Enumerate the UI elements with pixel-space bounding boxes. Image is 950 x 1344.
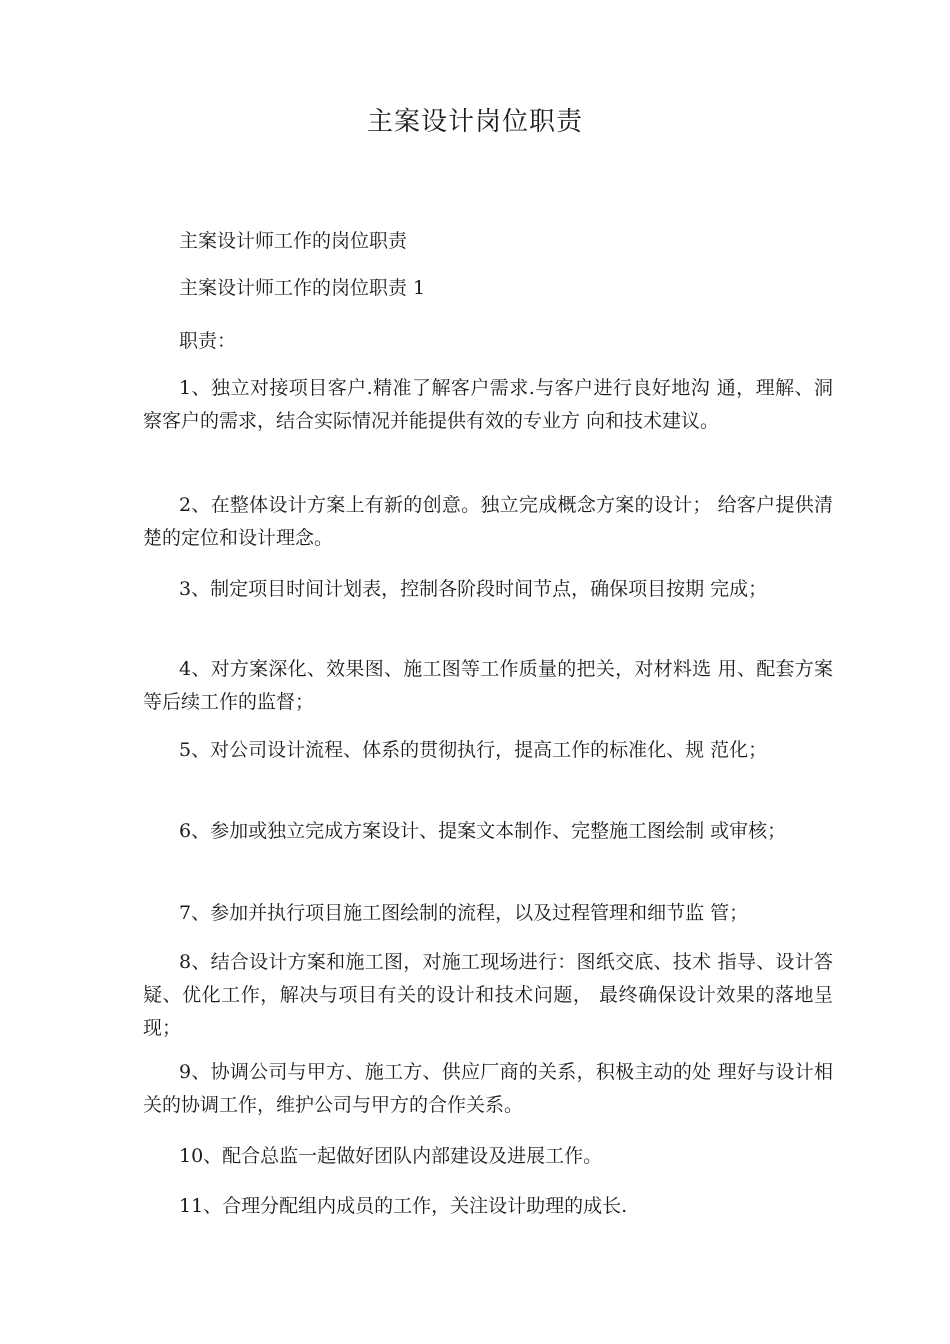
duty-item-8: 8、结合设计方案和施工图，对施工现场进行：图纸交底、技术 指导、设计答疑、优化工作，解决与项目有关的设计和技术问题， 最终确保设计效果的落地呈现； xyxy=(143,951,833,1039)
duty-item-5: 5、对公司设计流程、体系的贯彻执行，提高工作的标准化、规 范化； xyxy=(179,739,768,761)
duty-item-10: 10、配合总监一起做好团队内部建设及进展工作。 xyxy=(179,1145,603,1167)
section-label: 职责： xyxy=(179,330,237,352)
duty-item-4: 4、对方案深化、效果图、施工图等工作质量的把关，对材料选 用、配套方案等后续工作的监督； xyxy=(143,658,833,713)
duty-item-3: 3、制定项目时间计划表，控制各阶段时间节点，确保项目按期 完成； xyxy=(179,578,768,600)
duty-item-11: 11、合理分配组内成员的工作，关注设计助理的成长. xyxy=(179,1195,628,1217)
duty-item-9: 9、协调公司与甲方、施工方、供应厂商的关系，积极主动的处 理好与设计相关的协调工作，维护公司与甲方的合作关系。 xyxy=(143,1061,833,1116)
document-subheading: 主案设计师工作的岗位职责 1 xyxy=(179,277,426,299)
document-heading: 主案设计师工作的岗位职责 xyxy=(179,230,408,252)
document-title: 主案设计岗位职责 xyxy=(366,107,583,137)
duty-item-2: 2、在整体设计方案上有新的创意。独立完成概念方案的设计； 给客户提供清楚的定位和设计理念。 xyxy=(143,494,833,549)
duty-item-7: 7、参加并执行项目施工图绘制的流程，以及过程管理和细节监 管； xyxy=(179,902,749,924)
duty-item-6: 6、参加或独立完成方案设计、提案文本制作、完整施工图绘制 或审核； xyxy=(179,820,787,842)
duty-item-1: 1、独立对接项目客户.精准了解客户需求.与客户进行良好地沟 通，理解、洞察客户的需求，结合实际情况并能提供有效的专业方 向和技术建议。 xyxy=(143,377,833,432)
